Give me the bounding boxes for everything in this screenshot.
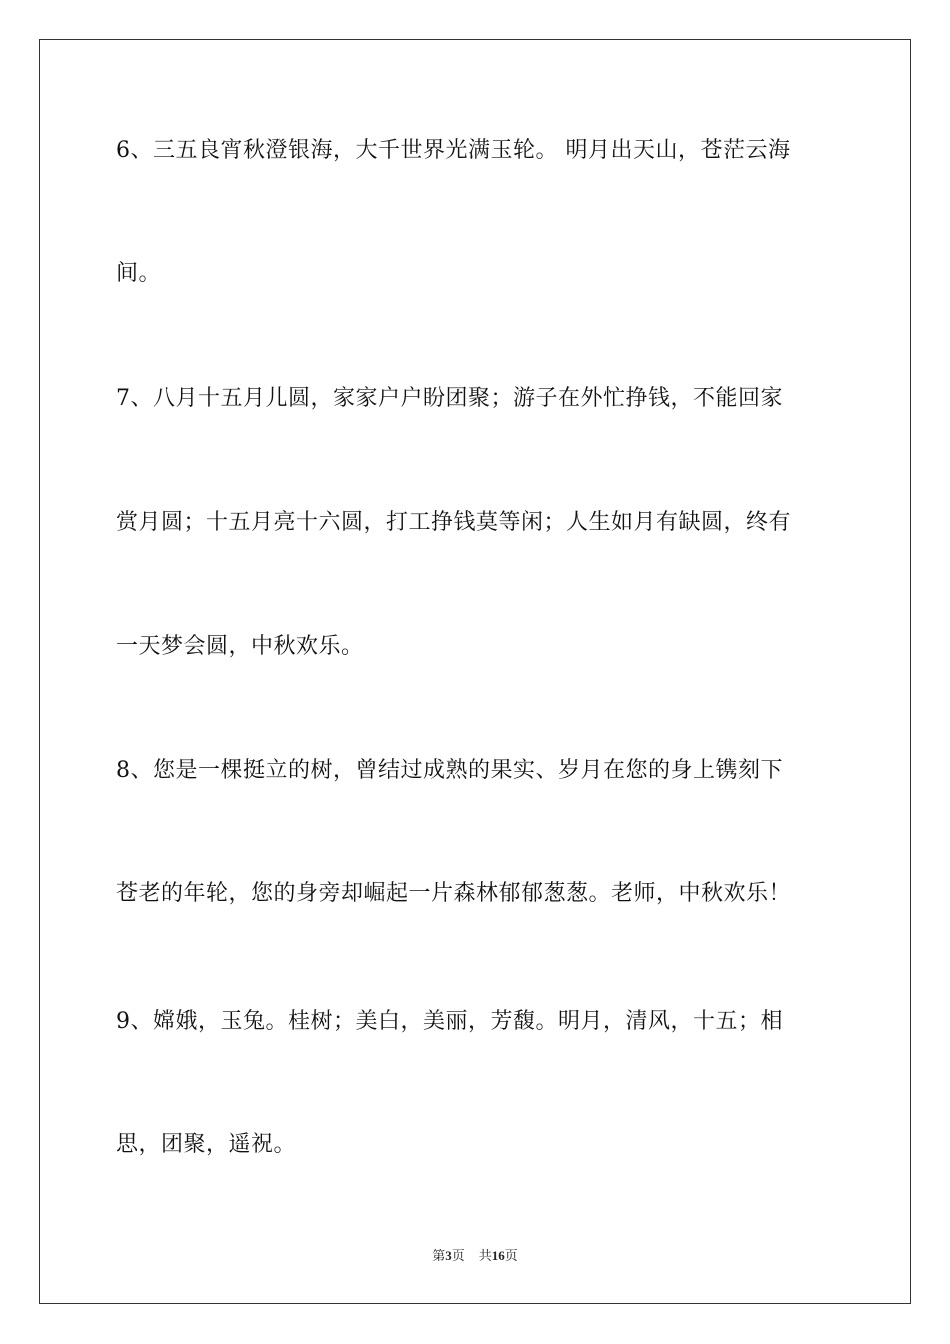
text-line-4: 赏月圆；十五月亮十六圆，打工挣钱莫等闲；人生如月有缺圆，终有 <box>116 510 792 535</box>
text-line-9: 思，团聚，遥祝。 <box>116 1132 297 1157</box>
page-prefix: 第 <box>432 1248 446 1263</box>
text-line-6: 8、您是一棵挺立的树，曾结过成熟的果实、岁月在您的身上镌刻下 <box>116 758 783 783</box>
text-line-1: 6、三五良宵秋澄银海，大千世界光满玉轮。 明月出天山，苍茫云海 <box>116 138 791 163</box>
text-line-7: 苍老的年轮，您的身旁却崛起一片森林郁郁葱葱。老师，中秋欢乐！ <box>116 881 792 906</box>
page-number: 3 <box>445 1248 452 1263</box>
total-pages-indicator <box>479 1248 518 1263</box>
page-suffix: 页 <box>451 1248 465 1263</box>
text-line-3: 7、八月十五月儿圆，家家户户盼团聚；游子在外忙挣钱，不能回家 <box>116 386 783 411</box>
page-border <box>39 39 911 1304</box>
text-line-5: 一天梦会圆，中秋欢乐。 <box>116 634 364 659</box>
total-pages: 16 <box>491 1248 505 1263</box>
text-line-8: 9、嫦娥，玉兔。桂树；美白，美丽，芳馥。明月，清风，十五；相 <box>116 1009 783 1034</box>
text-line-2: 间。 <box>116 261 162 286</box>
total-suffix: 页 <box>504 1248 518 1263</box>
total-prefix: 共 <box>478 1248 492 1263</box>
page-footer <box>0 1247 950 1265</box>
page-indicator <box>432 1248 465 1263</box>
